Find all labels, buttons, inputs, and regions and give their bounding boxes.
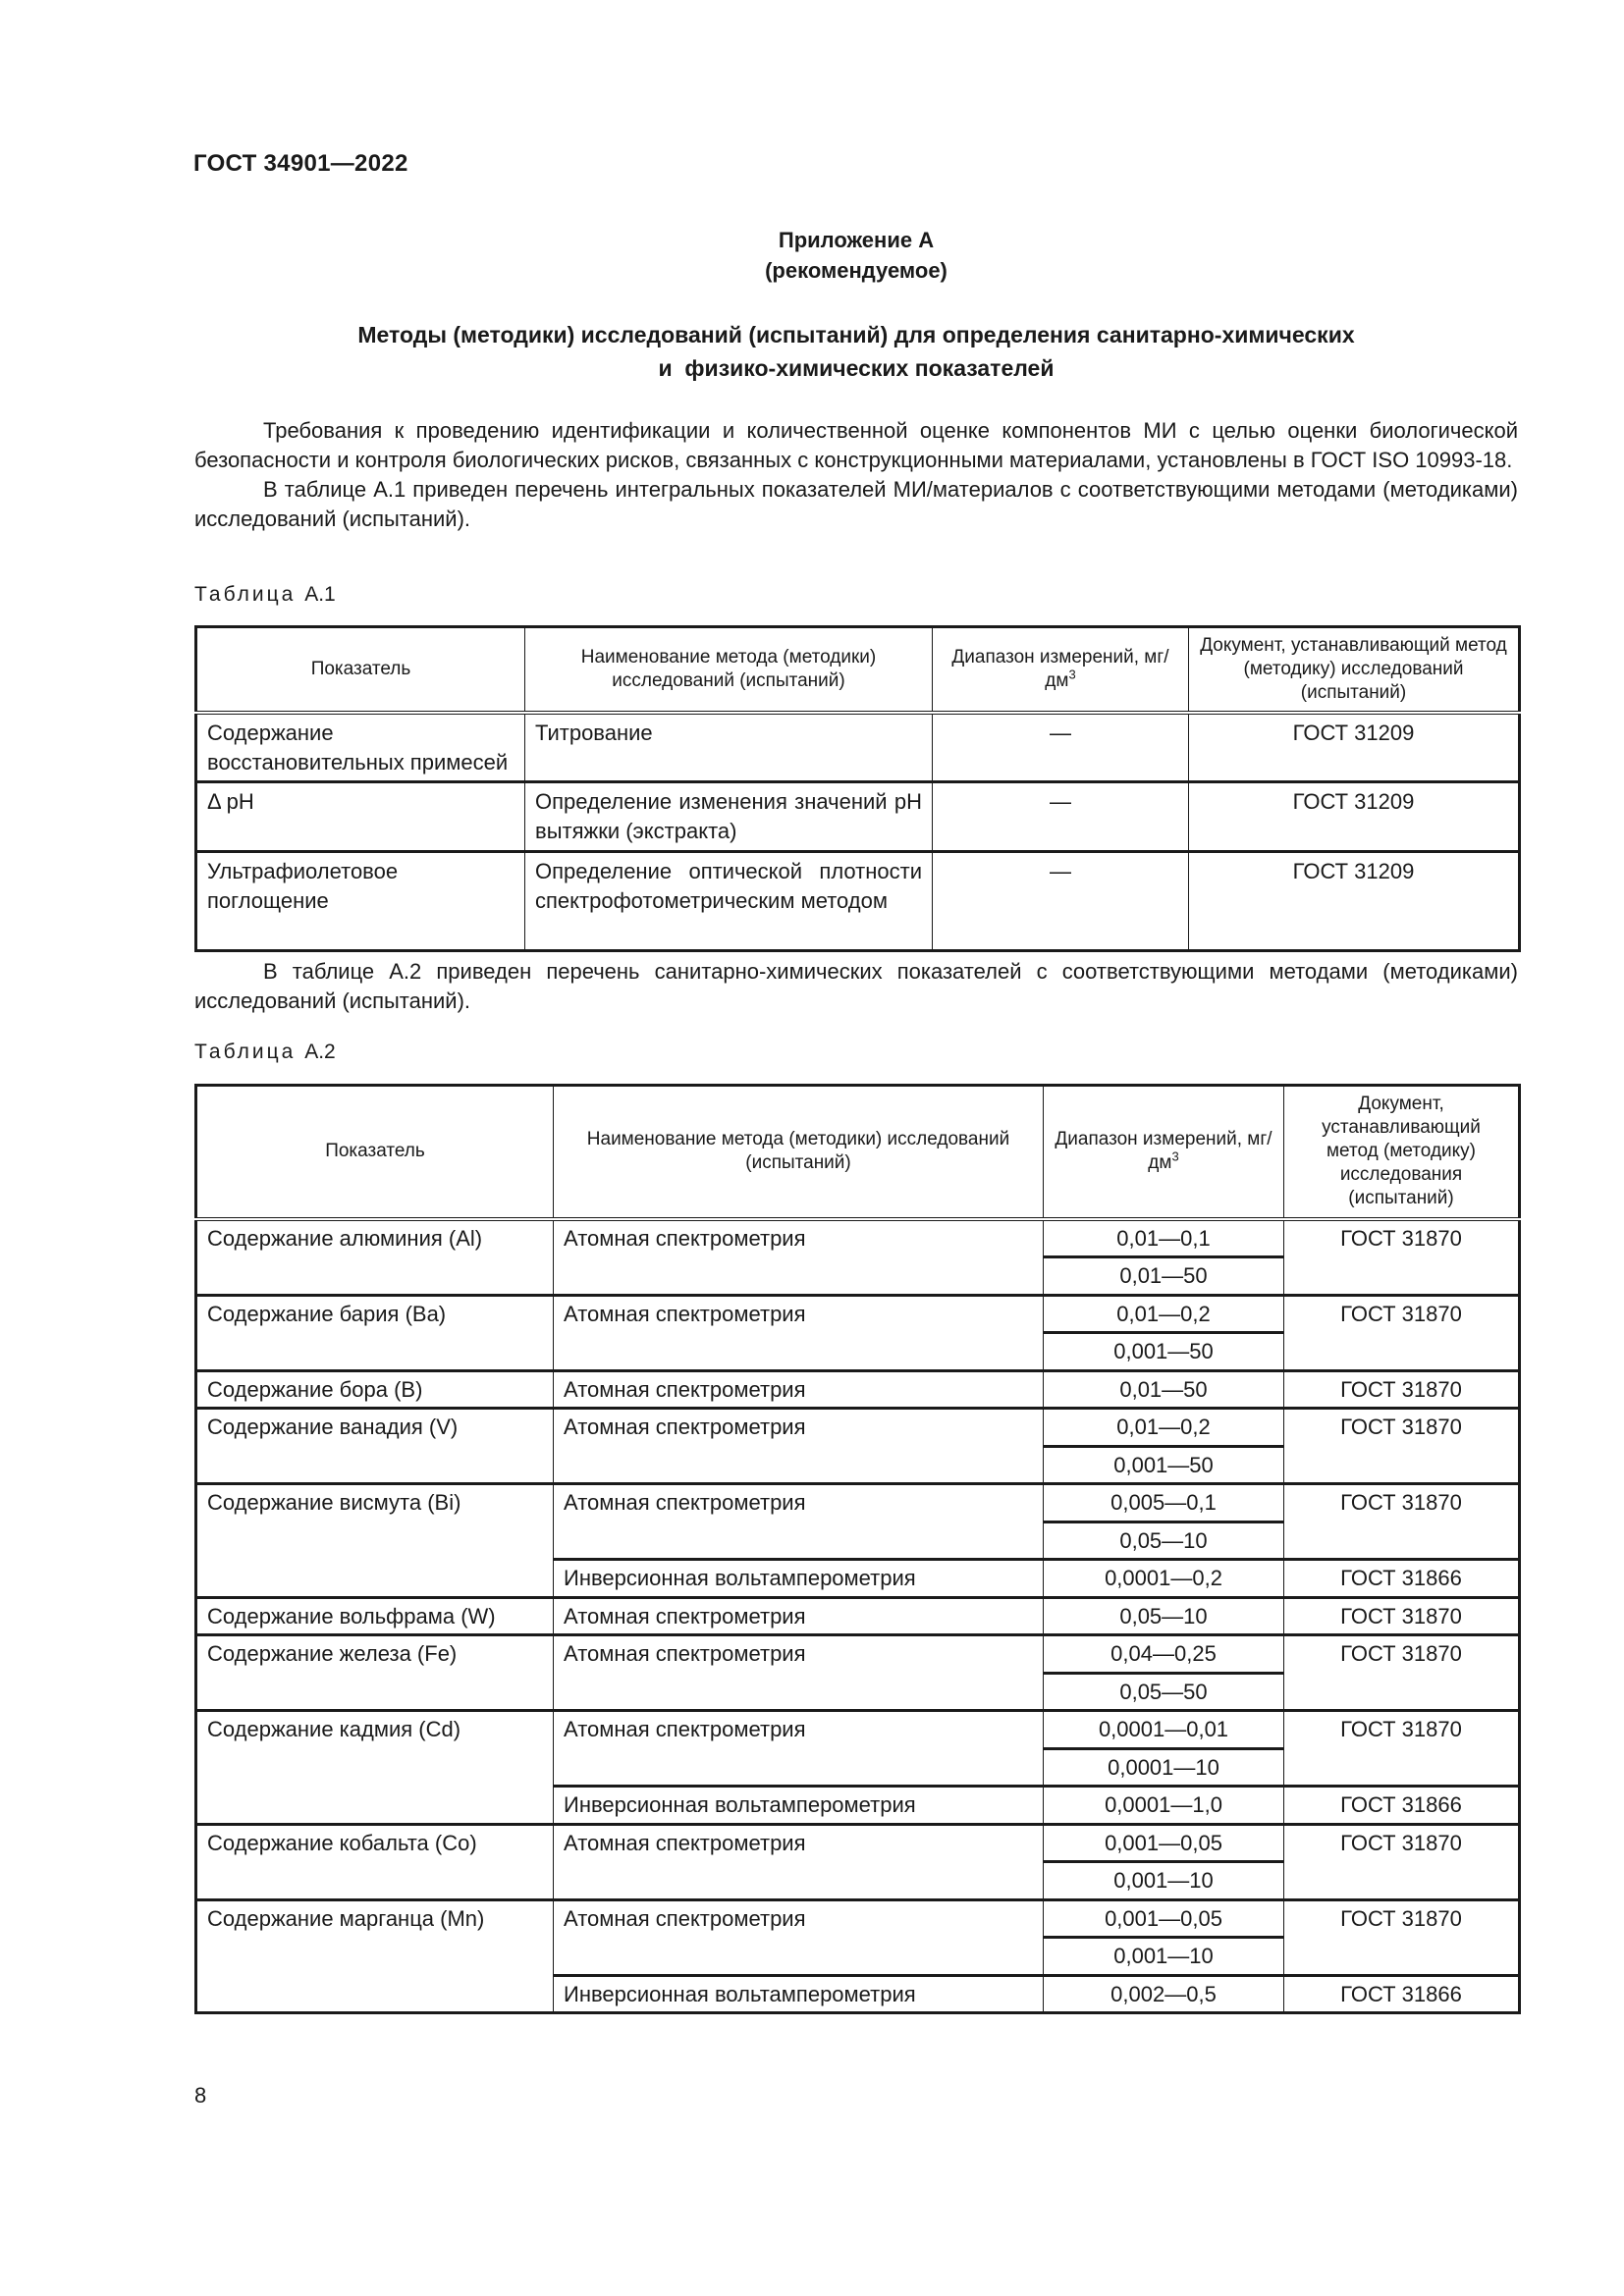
table-a2-caption-number: А.2 xyxy=(304,1041,336,1063)
method-cell: Атомная спектрометрия xyxy=(554,1370,1044,1409)
indicator-cell: Содержание бария (Ba) xyxy=(196,1295,554,1370)
table-row-cobalt xyxy=(196,1824,1520,1862)
range-cell: 0,001—10 xyxy=(1044,1862,1284,1900)
indicator-cell: Содержание вольфрама (W) xyxy=(196,1597,554,1635)
indicator-cell: Содержание восстановительных примесей xyxy=(196,713,525,782)
method-cell: Атомная спектрометрия xyxy=(554,1635,1044,1711)
method-cell: Атомная спектрометрия xyxy=(554,1295,1044,1370)
method-cell: Определение изменения значений pH вытяжки (экстракта) xyxy=(525,782,933,852)
range-cell: 0,0001—10 xyxy=(1044,1748,1284,1787)
document-cell: ГОСТ 31870 xyxy=(1284,1711,1520,1787)
indicator-cell: Содержание марганца (Mn) xyxy=(196,1899,554,2013)
range-cell: 0,001—50 xyxy=(1044,1333,1284,1371)
document-cell: ГОСТ 31870 xyxy=(1284,1219,1520,1296)
document-cell: ГОСТ 31870 xyxy=(1284,1370,1520,1409)
range-header-text: Диапазон измерений, мг/дм xyxy=(951,646,1169,691)
indicator-cell: Содержание железа (Fe) xyxy=(196,1635,554,1711)
indicator-cell: Содержание алюминия (Al) xyxy=(196,1219,554,1296)
table-row-bismuth xyxy=(196,1484,1520,1522)
indicator-cell: Содержание ванадия (V) xyxy=(196,1409,554,1484)
document-cell: ГОСТ 31870 xyxy=(1284,1635,1520,1711)
table-a1-caption-number: А.1 xyxy=(304,583,336,606)
table-a1-header-range xyxy=(933,627,1189,713)
page-number: 8 xyxy=(194,2083,207,2108)
document-cell: ГОСТ 31209 xyxy=(1189,852,1520,951)
range-cell: 0,005—0,1 xyxy=(1044,1484,1284,1522)
range-cell: 0,01—0,1 xyxy=(1044,1219,1284,1257)
range-cell: 0,001—0,05 xyxy=(1044,1899,1284,1938)
table-row-cadmium xyxy=(196,1711,1520,1749)
indicator-cell: Δ pH xyxy=(196,782,525,852)
range-cell: 0,002—0,5 xyxy=(1044,1975,1284,2013)
range-cell: 0,0001—0,2 xyxy=(1044,1560,1284,1598)
table-a2 xyxy=(194,1084,1521,2014)
method-cell: Атомная спектрометрия xyxy=(554,1484,1044,1560)
method-cell: Титрование xyxy=(525,713,933,782)
document-cell: ГОСТ 31209 xyxy=(1189,713,1520,782)
range-cell: 0,0001—0,01 xyxy=(1044,1711,1284,1749)
annex-title: Приложение А xyxy=(778,228,935,252)
table-a1-caption-word: Таблица xyxy=(194,583,297,606)
document-cell: ГОСТ 31209 xyxy=(1189,782,1520,852)
range-cell: — xyxy=(933,782,1189,852)
indicator-cell: Содержание висмута (Bi) xyxy=(196,1484,554,1598)
table-a1-caption xyxy=(194,583,336,607)
method-cell: Определение оптической плотности спектрофотометрическим методом xyxy=(525,852,933,951)
indicator-cell: Содержание кобальта (Co) xyxy=(196,1824,554,1899)
method-cell: Атомная спектрометрия xyxy=(554,1711,1044,1787)
range-cell: 0,001—10 xyxy=(1044,1938,1284,1976)
document-cell: ГОСТ 31870 xyxy=(1284,1295,1520,1370)
intro-text xyxy=(194,416,1518,534)
method-cell: Инверсионная вольтамперометрия xyxy=(554,1975,1044,2013)
range-cell: 0,01—50 xyxy=(1044,1370,1284,1409)
table-row-manganese xyxy=(196,1899,1520,1938)
document-cell: ГОСТ 31870 xyxy=(1284,1899,1520,1975)
table-a1-header-row xyxy=(196,627,1520,713)
range-header-text: Диапазон измерений, мг/дм xyxy=(1055,1129,1272,1174)
table-a1 xyxy=(194,625,1521,952)
range-cell: 0,05—10 xyxy=(1044,1522,1284,1560)
range-header-sup: 3 xyxy=(1171,1148,1179,1164)
table-row xyxy=(196,713,1520,782)
document-cell: ГОСТ 31870 xyxy=(1284,1484,1520,1560)
range-cell: 0,001—50 xyxy=(1044,1446,1284,1484)
annex-heading-line-2: и физико-химических показателей xyxy=(658,355,1055,381)
table-row-aluminium xyxy=(196,1219,1520,1257)
range-cell: 0,0001—1,0 xyxy=(1044,1787,1284,1825)
table-a2-caption xyxy=(194,1041,336,1064)
method-cell: Атомная спектрометрия xyxy=(554,1597,1044,1635)
table-a1-header-method: Наименование метода (методики) исследований (испытаний) xyxy=(525,627,933,713)
table-a2-header-row xyxy=(196,1086,1520,1219)
annex-status: (рекомендуемое) xyxy=(765,258,947,283)
table-row-tungsten xyxy=(196,1597,1520,1635)
indicator-cell: Содержание бора (B) xyxy=(196,1370,554,1409)
table-row xyxy=(196,852,1520,951)
document-cell: ГОСТ 31866 xyxy=(1284,1975,1520,2013)
range-cell: — xyxy=(933,852,1189,951)
table-a2-intro xyxy=(194,957,1518,1016)
table-row-vanadium xyxy=(196,1409,1520,1447)
table-a2-intro-paragraph: В таблице А.2 приведен перечень санитарно-химических показателей с соответствующими методами (методиками) исследований (испытаний). xyxy=(194,959,1518,1013)
table-row-boron xyxy=(196,1370,1520,1409)
table-a2-caption-word: Таблица xyxy=(194,1041,297,1063)
table-a2-header-document: Документ, устанавливающий метод (методику) исследования (испытаний) xyxy=(1284,1086,1520,1219)
range-header-sup: 3 xyxy=(1068,667,1076,682)
method-cell: Атомная спектрометрия xyxy=(554,1824,1044,1899)
range-cell: 0,01—0,2 xyxy=(1044,1295,1284,1333)
document-cell: ГОСТ 31870 xyxy=(1284,1597,1520,1635)
document-cell: ГОСТ 31870 xyxy=(1284,1409,1520,1484)
method-cell: Атомная спектрометрия xyxy=(554,1219,1044,1296)
range-cell: — xyxy=(933,713,1189,782)
intro-paragraph-2: В таблице А.1 приведен перечень интегральных показателей МИ/материалов с соответствующими методами (методиками) исследований (испытаний). xyxy=(194,477,1518,531)
table-a1-header-document: Документ, устанавливающий метод (методику) исследований (испытаний) xyxy=(1189,627,1520,713)
table-a1-header-indicator: Показатель xyxy=(196,627,525,713)
table-a2-header-range xyxy=(1044,1086,1284,1219)
range-cell: 0,04—0,25 xyxy=(1044,1635,1284,1674)
method-cell: Атомная спектрометрия xyxy=(554,1899,1044,1975)
table-row xyxy=(196,782,1520,852)
document-cell: ГОСТ 31866 xyxy=(1284,1787,1520,1825)
range-cell: 0,01—50 xyxy=(1044,1257,1284,1296)
table-row-barium xyxy=(196,1295,1520,1333)
table-a2-header-indicator: Показатель xyxy=(196,1086,554,1219)
method-cell: Атомная спектрометрия xyxy=(554,1409,1044,1484)
range-cell: 0,05—10 xyxy=(1044,1597,1284,1635)
method-cell: Инверсионная вольтамперометрия xyxy=(554,1787,1044,1825)
document-cell: ГОСТ 31866 xyxy=(1284,1560,1520,1598)
range-cell: 0,01—0,2 xyxy=(1044,1409,1284,1447)
annex-heading xyxy=(194,318,1518,385)
intro-paragraph-1: Требования к проведению идентификации и количественной оценке компонентов МИ с целью оценки биологической безопасности и контроля биологических рисков, связанных с конструкционными материалами, установлены в ГОСТ ISO 10993-18. xyxy=(194,418,1518,472)
table-row-iron xyxy=(196,1635,1520,1674)
table-a2-header-method: Наименование метода (методики) исследований (испытаний) xyxy=(554,1086,1044,1219)
document-cell: ГОСТ 31870 xyxy=(1284,1824,1520,1899)
indicator-cell: Содержание кадмия (Cd) xyxy=(196,1711,554,1825)
method-cell: Инверсионная вольтамперометрия xyxy=(554,1560,1044,1598)
range-cell: 0,05—50 xyxy=(1044,1673,1284,1711)
indicator-cell: Ультрафиолетовое поглощение xyxy=(196,852,525,951)
range-cell: 0,001—0,05 xyxy=(1044,1824,1284,1862)
document-code: ГОСТ 34901—2022 xyxy=(193,150,408,177)
annex-heading-line-1: Методы (методики) исследований (испытаний) для определения санитарно-химических xyxy=(357,322,1355,347)
